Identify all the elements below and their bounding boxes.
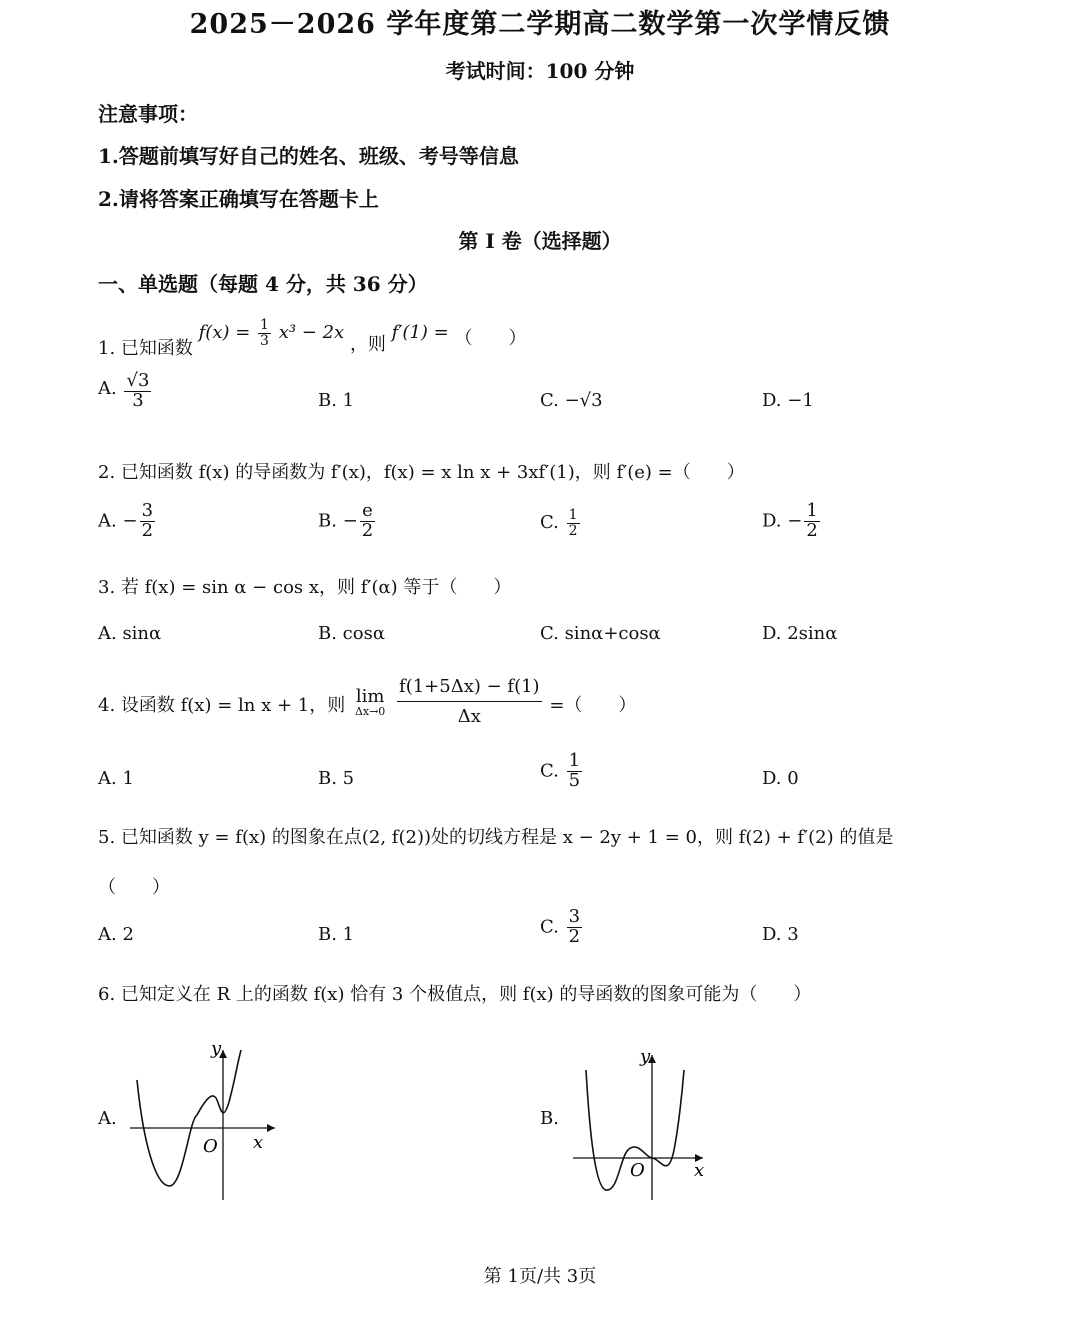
q1-ask: f′(1) = xyxy=(391,322,449,344)
q6b-origin-label: O xyxy=(630,1160,645,1181)
q5-option-b: B. 1 xyxy=(318,924,355,945)
notice-heading: 注意事项： xyxy=(98,102,198,126)
exam-title: 2025－2026 学年度第二学期高二数学第一次学情反馈 xyxy=(189,9,891,40)
q1-func-rest: x³ − 2x xyxy=(278,322,345,344)
q1-prefix: 1. 已知函数 xyxy=(98,338,193,360)
q5-blank: （ ） xyxy=(98,877,170,898)
notice-item-1: 1.答题前填写好自己的姓名、班级、考号等信息 xyxy=(98,144,519,168)
q6-option-b-label: B. xyxy=(540,1108,559,1129)
q5-option-a: A. 2 xyxy=(98,924,134,945)
q1-option-d: D. −1 xyxy=(762,390,814,411)
q1-mid: ，则 xyxy=(349,334,386,356)
q2-option-a: A. − $\frac{3}{2}$ xyxy=(98,500,154,541)
q4-option-d: D. 0 xyxy=(762,768,799,789)
q6a-y-label: y xyxy=(211,1040,222,1059)
volume-title: 第 I 卷（选择题） xyxy=(458,229,622,253)
notice-item-2: 2.请将答案正确填写在答题卡上 xyxy=(98,187,379,211)
q3-option-a: A. sinα xyxy=(98,623,162,644)
section-title: 一、单选题（每题 4 分，共 36 分） xyxy=(98,272,428,296)
q4-option-a: A. 1 xyxy=(98,768,134,789)
q4-option-c: C. $\frac{1}{5}$ xyxy=(540,750,581,791)
q4-lim: lim Δx→0 xyxy=(354,685,386,718)
exam-time: 考试时间：100 分钟 xyxy=(445,59,635,83)
q6a-x-arrow xyxy=(267,1124,275,1132)
q6a-curve xyxy=(137,1050,241,1186)
q6-option-a-graph xyxy=(125,1040,285,1205)
q2-option-d: D. − $\frac{1}{2}$ xyxy=(762,500,818,541)
q2-option-c: C. $\frac{1}{2}$ xyxy=(540,507,578,539)
q1-func-frac: $\frac{1}{3}$ xyxy=(260,317,269,349)
q1-func-lhs: f(x) = xyxy=(198,322,251,344)
q5-option-c: C. $\frac{3}{2}$ xyxy=(540,906,581,947)
q3-option-c: C. sinα+cosα xyxy=(540,623,661,644)
question-5: 5. 已知函数 y = f(x) 的图象在点(2, f(2))处的切线方程是 x − 2y + 1 = 0，则 f(2) + f′(2) 的值是 xyxy=(98,827,894,848)
q3-option-b: B. cosα xyxy=(318,623,385,644)
q4-fraction: $\frac{f(1+5\Delta x) - f(1)}{\Delta x}$ xyxy=(399,676,540,727)
q6a-x-label: x xyxy=(253,1132,264,1153)
q6a-origin-label: O xyxy=(203,1136,218,1157)
q5-option-d: D. 3 xyxy=(762,924,799,945)
q6-option-b-graph xyxy=(568,1040,718,1205)
q6b-y-label: y xyxy=(640,1046,651,1067)
q2-option-b: B. − $\frac{e}{2}$ xyxy=(318,500,374,541)
question-1 xyxy=(98,317,527,360)
q4-option-b: B. 5 xyxy=(318,768,355,789)
q1-option-c: C. −√3 xyxy=(540,390,603,411)
q1-option-b: B. 1 xyxy=(318,390,355,411)
question-3: 3. 若 f(x) = sin α − cos x，则 f′(α) 等于（ ） xyxy=(98,577,512,598)
question-2: 2. 已知函数 f(x) 的导函数为 f′(x)，f(x) = x ln x + 3xf′(1)，则 f′(e) =（ ） xyxy=(98,462,745,483)
page-footer: 第 1页/共 3页 xyxy=(483,1266,597,1287)
question-6: 6. 已知定义在 R 上的函数 f(x) 恰有 3 个极值点，则 f(x) 的导函数的图象可能为（ ） xyxy=(98,984,812,1005)
q6-option-a-label: A. xyxy=(98,1108,117,1129)
q1-blank: （ ） xyxy=(454,328,527,350)
q3-option-d: D. 2sinα xyxy=(762,623,838,644)
q6b-x-label: x xyxy=(694,1160,705,1181)
q1-option-a: A. $\frac{√3}{3}$ xyxy=(98,370,150,411)
q1-option-a-frac: $\frac{√3}{3}$ xyxy=(126,370,150,411)
question-4: 4. 设函数 f(x) = ln x + 1，则 lim Δx→0 $\frac{f(1+5\Delta x) - f(1)}{\Delta x}$ =（ ） xyxy=(98,676,637,727)
